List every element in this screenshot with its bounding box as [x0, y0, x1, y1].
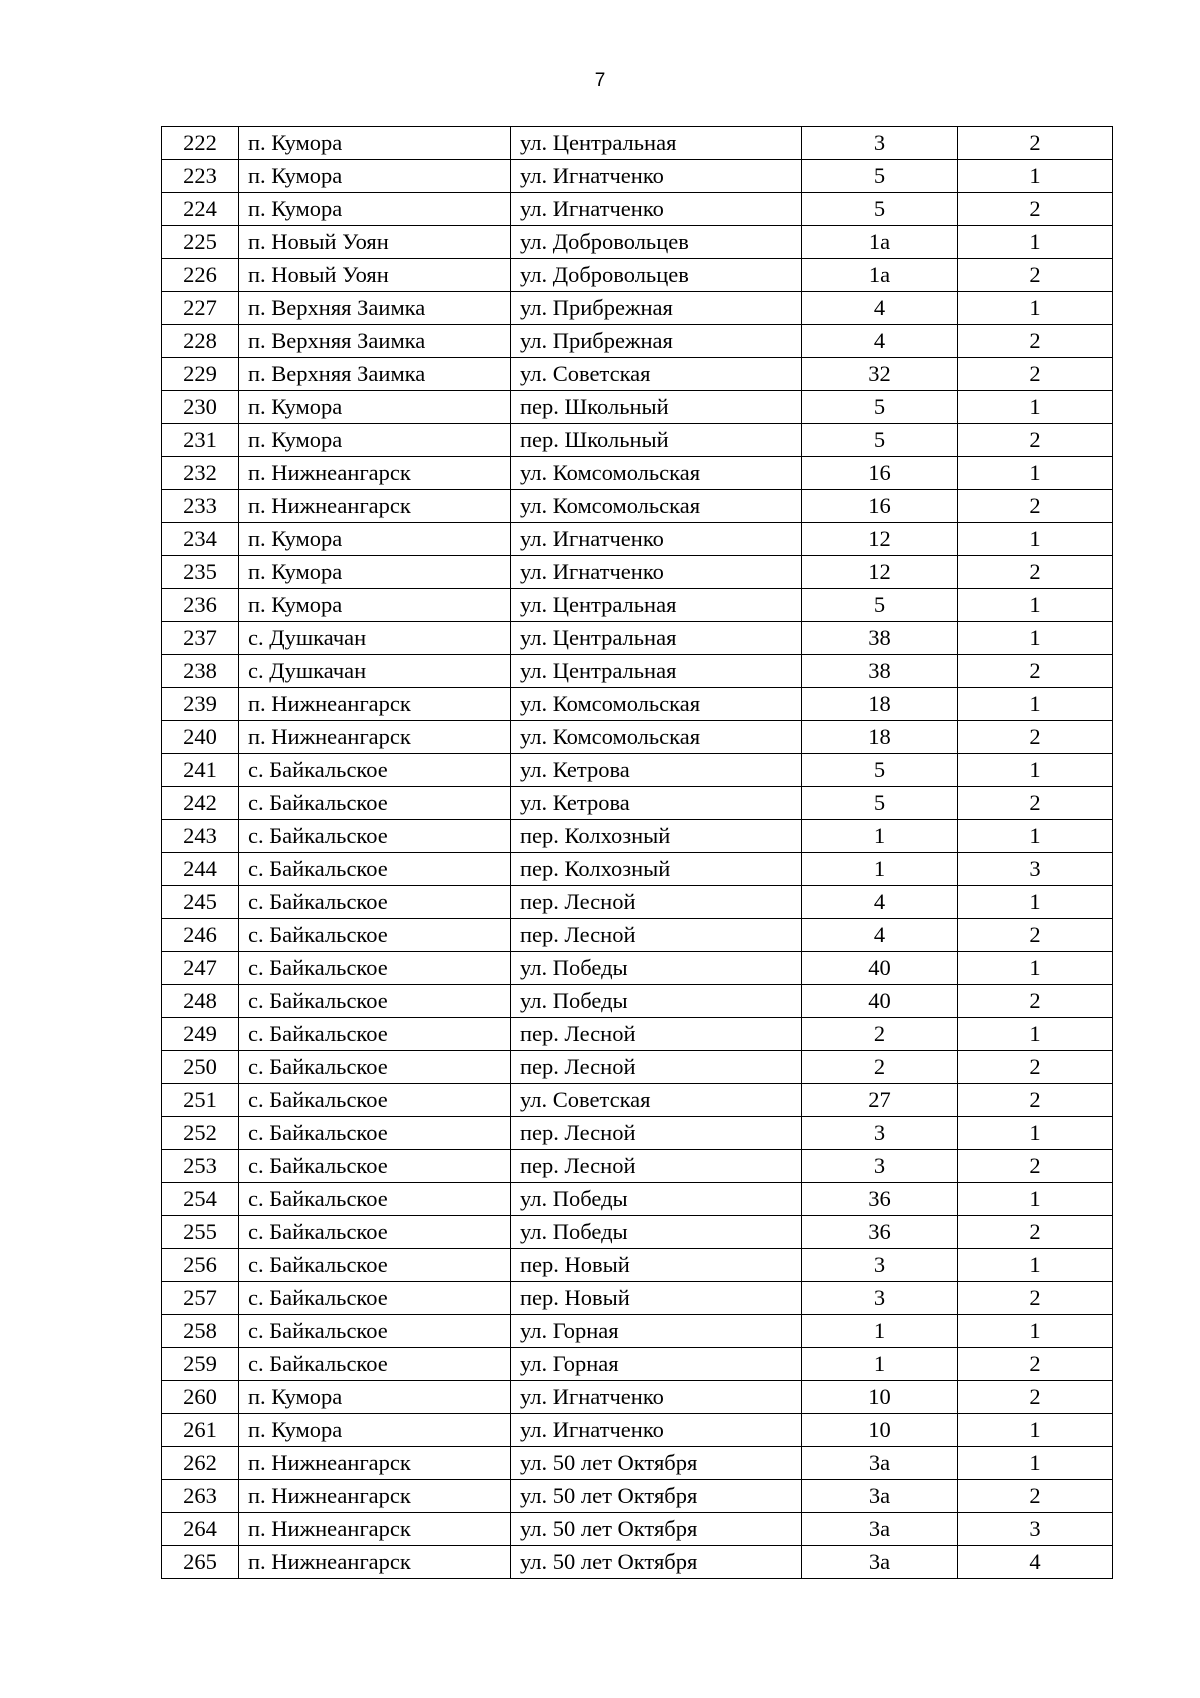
table-row	[162, 919, 1113, 952]
row-number-cell: 233	[162, 490, 239, 523]
row-number-cell: 256	[162, 1249, 239, 1282]
settlement-cell: с. Байкальское	[239, 787, 511, 820]
house-number-cell: 3а	[802, 1480, 958, 1513]
apartment-number-cell: 2	[958, 358, 1113, 391]
settlement-cell: п. Кумора	[239, 391, 511, 424]
apartment-number-cell: 2	[958, 655, 1113, 688]
table-row	[162, 1150, 1113, 1183]
settlement-cell: с. Байкальское	[239, 919, 511, 952]
settlement-cell: п. Нижнеангарск	[239, 1480, 511, 1513]
row-number-cell: 265	[162, 1546, 239, 1579]
table-row	[162, 325, 1113, 358]
table-row	[162, 490, 1113, 523]
street-cell: ул. Центральная	[511, 589, 802, 622]
apartment-number-cell: 1	[958, 952, 1113, 985]
street-cell: ул. Комсомольская	[511, 457, 802, 490]
row-number-cell: 236	[162, 589, 239, 622]
settlement-cell: п. Нижнеангарск	[239, 1447, 511, 1480]
house-number-cell: 3	[802, 127, 958, 160]
row-number-cell: 264	[162, 1513, 239, 1546]
street-cell: пер. Лесной	[511, 919, 802, 952]
house-number-cell: 12	[802, 523, 958, 556]
row-number-cell: 259	[162, 1348, 239, 1381]
row-number-cell: 242	[162, 787, 239, 820]
house-number-cell: 4	[802, 919, 958, 952]
street-cell: ул. Центральная	[511, 655, 802, 688]
settlement-cell: п. Верхняя Заимка	[239, 292, 511, 325]
house-number-cell: 1	[802, 853, 958, 886]
house-number-cell: 36	[802, 1216, 958, 1249]
table-row	[162, 391, 1113, 424]
street-cell: ул. Кетрова	[511, 754, 802, 787]
row-number-cell: 243	[162, 820, 239, 853]
table-row	[162, 1051, 1113, 1084]
street-cell: ул. Игнатченко	[511, 160, 802, 193]
street-cell: ул. Победы	[511, 1216, 802, 1249]
row-number-cell: 257	[162, 1282, 239, 1315]
table-row	[162, 358, 1113, 391]
table-row	[162, 127, 1113, 160]
row-number-cell: 247	[162, 952, 239, 985]
settlement-cell: п. Кумора	[239, 424, 511, 457]
row-number-cell: 234	[162, 523, 239, 556]
street-cell: ул. Добровольцев	[511, 226, 802, 259]
house-number-cell: 18	[802, 688, 958, 721]
table-row	[162, 1084, 1113, 1117]
table-row	[162, 226, 1113, 259]
settlement-cell: с. Байкальское	[239, 1051, 511, 1084]
house-number-cell: 5	[802, 787, 958, 820]
house-number-cell: 1а	[802, 226, 958, 259]
apartment-number-cell: 2	[958, 490, 1113, 523]
house-number-cell: 3а	[802, 1513, 958, 1546]
table-row	[162, 1414, 1113, 1447]
row-number-cell: 245	[162, 886, 239, 919]
table-row	[162, 1546, 1113, 1579]
settlement-cell: п. Кумора	[239, 589, 511, 622]
street-cell: ул. 50 лет Октября	[511, 1513, 802, 1546]
table-row	[162, 1348, 1113, 1381]
apartment-number-cell: 2	[958, 1150, 1113, 1183]
row-number-cell: 260	[162, 1381, 239, 1414]
settlement-cell: п. Кумора	[239, 127, 511, 160]
row-number-cell: 224	[162, 193, 239, 226]
row-number-cell: 235	[162, 556, 239, 589]
settlement-cell: с. Байкальское	[239, 886, 511, 919]
table-row	[162, 886, 1113, 919]
settlement-cell: п. Нижнеангарск	[239, 490, 511, 523]
street-cell: ул. Игнатченко	[511, 1414, 802, 1447]
table-row	[162, 1315, 1113, 1348]
table-row	[162, 952, 1113, 985]
row-number-cell: 222	[162, 127, 239, 160]
table-row	[162, 160, 1113, 193]
row-number-cell: 251	[162, 1084, 239, 1117]
settlement-cell: с. Байкальское	[239, 1282, 511, 1315]
apartment-number-cell: 2	[958, 1480, 1113, 1513]
settlement-cell: с. Байкальское	[239, 1150, 511, 1183]
house-number-cell: 32	[802, 358, 958, 391]
street-cell: ул. Советская	[511, 1084, 802, 1117]
settlement-cell: с. Душкачан	[239, 655, 511, 688]
street-cell: ул. Комсомольская	[511, 721, 802, 754]
house-number-cell: 10	[802, 1381, 958, 1414]
table-row	[162, 754, 1113, 787]
table-row	[162, 787, 1113, 820]
street-cell: пер. Лесной	[511, 1117, 802, 1150]
row-number-cell: 262	[162, 1447, 239, 1480]
settlement-cell: п. Нижнеангарск	[239, 688, 511, 721]
settlement-cell: с. Байкальское	[239, 1216, 511, 1249]
settlement-cell: с. Байкальское	[239, 952, 511, 985]
row-number-cell: 261	[162, 1414, 239, 1447]
house-number-cell: 4	[802, 292, 958, 325]
table-row	[162, 820, 1113, 853]
apartment-number-cell: 1	[958, 688, 1113, 721]
house-number-cell: 3а	[802, 1546, 958, 1579]
settlement-cell: п. Кумора	[239, 160, 511, 193]
apartment-number-cell: 2	[958, 259, 1113, 292]
settlement-cell: п. Нижнеангарск	[239, 721, 511, 754]
row-number-cell: 246	[162, 919, 239, 952]
street-cell: ул. Игнатченко	[511, 523, 802, 556]
street-cell: пер. Лесной	[511, 1150, 802, 1183]
settlement-cell: п. Верхняя Заимка	[239, 358, 511, 391]
row-number-cell: 250	[162, 1051, 239, 1084]
settlement-cell: с. Байкальское	[239, 985, 511, 1018]
house-number-cell: 10	[802, 1414, 958, 1447]
table-row	[162, 853, 1113, 886]
settlement-cell: с. Байкальское	[239, 1348, 511, 1381]
apartment-number-cell: 2	[958, 424, 1113, 457]
apartment-number-cell: 1	[958, 820, 1113, 853]
street-cell: ул. Игнатченко	[511, 1381, 802, 1414]
row-number-cell: 263	[162, 1480, 239, 1513]
table-row	[162, 523, 1113, 556]
row-number-cell: 241	[162, 754, 239, 787]
address-table-body	[162, 127, 1113, 1579]
street-cell: ул. Советская	[511, 358, 802, 391]
apartment-number-cell: 1	[958, 391, 1113, 424]
row-number-cell: 255	[162, 1216, 239, 1249]
settlement-cell: п. Кумора	[239, 193, 511, 226]
settlement-cell: п. Нижнеангарск	[239, 1546, 511, 1579]
row-number-cell: 258	[162, 1315, 239, 1348]
house-number-cell: 12	[802, 556, 958, 589]
apartment-number-cell: 1	[958, 1249, 1113, 1282]
house-number-cell: 40	[802, 985, 958, 1018]
house-number-cell: 2	[802, 1051, 958, 1084]
house-number-cell: 36	[802, 1183, 958, 1216]
table-row	[162, 1183, 1113, 1216]
table-row	[162, 1216, 1113, 1249]
row-number-cell: 252	[162, 1117, 239, 1150]
apartment-number-cell: 2	[958, 1348, 1113, 1381]
street-cell: ул. 50 лет Октября	[511, 1480, 802, 1513]
apartment-number-cell: 2	[958, 721, 1113, 754]
apartment-number-cell: 1	[958, 292, 1113, 325]
street-cell: ул. Центральная	[511, 127, 802, 160]
house-number-cell: 2	[802, 1018, 958, 1051]
row-number-cell: 249	[162, 1018, 239, 1051]
apartment-number-cell: 2	[958, 1282, 1113, 1315]
table-row	[162, 1117, 1113, 1150]
row-number-cell: 253	[162, 1150, 239, 1183]
table-row	[162, 1018, 1113, 1051]
house-number-cell: 27	[802, 1084, 958, 1117]
house-number-cell: 5	[802, 424, 958, 457]
row-number-cell: 239	[162, 688, 239, 721]
house-number-cell: 1	[802, 1348, 958, 1381]
apartment-number-cell: 2	[958, 787, 1113, 820]
house-number-cell: 1а	[802, 259, 958, 292]
apartment-number-cell: 2	[958, 919, 1113, 952]
settlement-cell: с. Байкальское	[239, 1084, 511, 1117]
table-row	[162, 1381, 1113, 1414]
house-number-cell: 3	[802, 1282, 958, 1315]
apartment-number-cell: 4	[958, 1546, 1113, 1579]
house-number-cell: 5	[802, 589, 958, 622]
street-cell: ул. Комсомольская	[511, 490, 802, 523]
apartment-number-cell: 3	[958, 853, 1113, 886]
apartment-number-cell: 2	[958, 1216, 1113, 1249]
row-number-cell: 229	[162, 358, 239, 391]
apartment-number-cell: 1	[958, 1117, 1113, 1150]
street-cell: пер. Школьный	[511, 391, 802, 424]
settlement-cell: с. Душкачан	[239, 622, 511, 655]
apartment-number-cell: 1	[958, 622, 1113, 655]
page-number: 7	[594, 70, 606, 91]
table-row	[162, 622, 1113, 655]
row-number-cell: 230	[162, 391, 239, 424]
row-number-cell: 228	[162, 325, 239, 358]
house-number-cell: 16	[802, 490, 958, 523]
street-cell: пер. Школьный	[511, 424, 802, 457]
street-cell: пер. Лесной	[511, 886, 802, 919]
address-table	[161, 126, 1113, 1579]
street-cell: ул. Центральная	[511, 622, 802, 655]
apartment-number-cell: 2	[958, 1051, 1113, 1084]
apartment-number-cell: 1	[958, 1414, 1113, 1447]
table-row	[162, 1480, 1113, 1513]
house-number-cell: 3	[802, 1117, 958, 1150]
settlement-cell: с. Байкальское	[239, 820, 511, 853]
house-number-cell: 5	[802, 754, 958, 787]
settlement-cell: с. Байкальское	[239, 1117, 511, 1150]
table-row	[162, 1447, 1113, 1480]
apartment-number-cell: 1	[958, 226, 1113, 259]
apartment-number-cell: 2	[958, 556, 1113, 589]
apartment-number-cell: 2	[958, 1381, 1113, 1414]
house-number-cell: 18	[802, 721, 958, 754]
street-cell: ул. Победы	[511, 952, 802, 985]
settlement-cell: п. Кумора	[239, 1381, 511, 1414]
house-number-cell: 4	[802, 886, 958, 919]
apartment-number-cell: 1	[958, 457, 1113, 490]
street-cell: ул. Кетрова	[511, 787, 802, 820]
table-row	[162, 556, 1113, 589]
street-cell: ул. Прибрежная	[511, 325, 802, 358]
house-number-cell: 5	[802, 193, 958, 226]
table-row	[162, 985, 1113, 1018]
table-row	[162, 1282, 1113, 1315]
house-number-cell: 1	[802, 1315, 958, 1348]
house-number-cell: 38	[802, 655, 958, 688]
apartment-number-cell: 1	[958, 1447, 1113, 1480]
street-cell: ул. 50 лет Октября	[511, 1546, 802, 1579]
street-cell: ул. Горная	[511, 1315, 802, 1348]
row-number-cell: 223	[162, 160, 239, 193]
apartment-number-cell: 1	[958, 523, 1113, 556]
settlement-cell: с. Байкальское	[239, 754, 511, 787]
settlement-cell: п. Новый Уоян	[239, 259, 511, 292]
row-number-cell: 227	[162, 292, 239, 325]
settlement-cell: с. Байкальское	[239, 1249, 511, 1282]
street-cell: ул. Победы	[511, 1183, 802, 1216]
table-row	[162, 721, 1113, 754]
street-cell: ул. Игнатченко	[511, 193, 802, 226]
apartment-number-cell: 1	[958, 886, 1113, 919]
street-cell: ул. Победы	[511, 985, 802, 1018]
table-row	[162, 1249, 1113, 1282]
street-cell: пер. Новый	[511, 1249, 802, 1282]
street-cell: ул. Горная	[511, 1348, 802, 1381]
street-cell: ул. Комсомольская	[511, 688, 802, 721]
apartment-number-cell: 2	[958, 127, 1113, 160]
street-cell: пер. Колхозный	[511, 853, 802, 886]
house-number-cell: 3	[802, 1249, 958, 1282]
row-number-cell: 254	[162, 1183, 239, 1216]
table-row	[162, 688, 1113, 721]
row-number-cell: 226	[162, 259, 239, 292]
apartment-number-cell: 1	[958, 1183, 1113, 1216]
row-number-cell: 232	[162, 457, 239, 490]
street-cell: ул. Добровольцев	[511, 259, 802, 292]
row-number-cell: 244	[162, 853, 239, 886]
apartment-number-cell: 1	[958, 754, 1113, 787]
house-number-cell: 4	[802, 325, 958, 358]
settlement-cell: п. Кумора	[239, 556, 511, 589]
street-cell: пер. Колхозный	[511, 820, 802, 853]
house-number-cell: 38	[802, 622, 958, 655]
settlement-cell: с. Байкальское	[239, 1183, 511, 1216]
settlement-cell: п. Нижнеангарск	[239, 1513, 511, 1546]
street-cell: пер. Лесной	[511, 1051, 802, 1084]
apartment-number-cell: 2	[958, 985, 1113, 1018]
settlement-cell: п. Кумора	[239, 523, 511, 556]
row-number-cell: 240	[162, 721, 239, 754]
house-number-cell: 16	[802, 457, 958, 490]
row-number-cell: 225	[162, 226, 239, 259]
street-cell: пер. Лесной	[511, 1018, 802, 1051]
settlement-cell: п. Нижнеангарск	[239, 457, 511, 490]
table-row	[162, 292, 1113, 325]
row-number-cell: 238	[162, 655, 239, 688]
table-row	[162, 259, 1113, 292]
apartment-number-cell: 2	[958, 193, 1113, 226]
table-row	[162, 193, 1113, 226]
apartment-number-cell: 1	[958, 1315, 1113, 1348]
table-row	[162, 589, 1113, 622]
apartment-number-cell: 1	[958, 1018, 1113, 1051]
table-row	[162, 655, 1113, 688]
apartment-number-cell: 2	[958, 325, 1113, 358]
apartment-number-cell: 1	[958, 160, 1113, 193]
table-row	[162, 1513, 1113, 1546]
house-number-cell: 1	[802, 820, 958, 853]
settlement-cell: с. Байкальское	[239, 1018, 511, 1051]
street-cell: пер. Новый	[511, 1282, 802, 1315]
row-number-cell: 237	[162, 622, 239, 655]
apartment-number-cell: 3	[958, 1513, 1113, 1546]
table-row	[162, 457, 1113, 490]
house-number-cell: 5	[802, 160, 958, 193]
street-cell: ул. Игнатченко	[511, 556, 802, 589]
settlement-cell: с. Байкальское	[239, 1315, 511, 1348]
house-number-cell: 5	[802, 391, 958, 424]
row-number-cell: 248	[162, 985, 239, 1018]
table-row	[162, 424, 1113, 457]
street-cell: ул. 50 лет Октября	[511, 1447, 802, 1480]
settlement-cell: с. Байкальское	[239, 853, 511, 886]
street-cell: ул. Прибрежная	[511, 292, 802, 325]
settlement-cell: п. Кумора	[239, 1414, 511, 1447]
house-number-cell: 3а	[802, 1447, 958, 1480]
settlement-cell: п. Верхняя Заимка	[239, 325, 511, 358]
settlement-cell: п. Новый Уоян	[239, 226, 511, 259]
apartment-number-cell: 1	[958, 589, 1113, 622]
apartment-number-cell: 2	[958, 1084, 1113, 1117]
house-number-cell: 3	[802, 1150, 958, 1183]
row-number-cell: 231	[162, 424, 239, 457]
house-number-cell: 40	[802, 952, 958, 985]
